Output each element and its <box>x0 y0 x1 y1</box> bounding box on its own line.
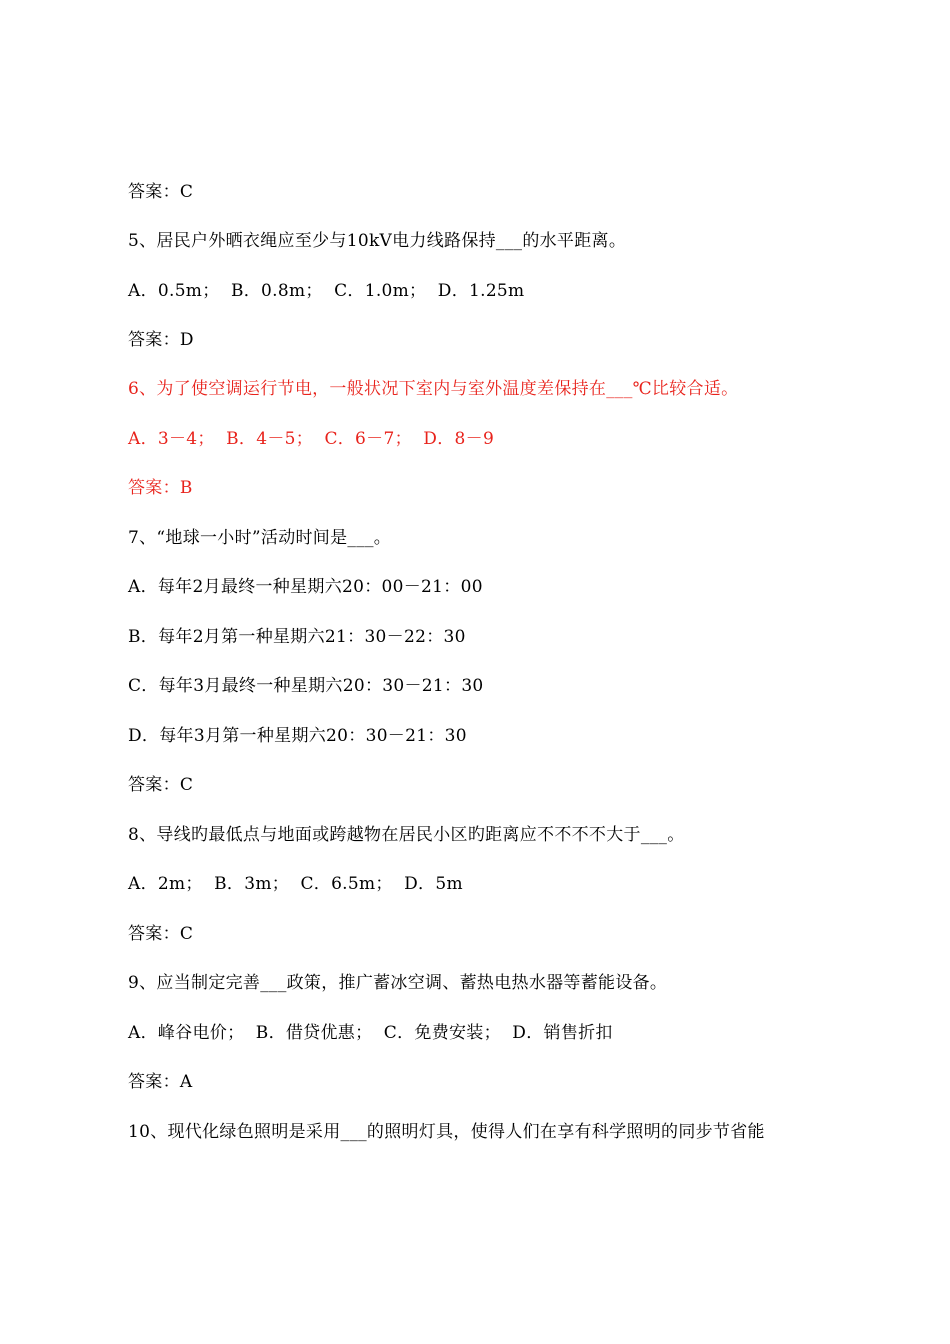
option-c-q7: C．每年3月最终一种星期六20：30－21：30 <box>128 676 484 696</box>
answer-q4: 答案：C <box>128 182 194 202</box>
question-7: 7、“地球一小时”活动时间是___。 <box>128 528 392 548</box>
answer-q5: 答案：D <box>128 330 194 350</box>
option-a-q7: A．每年2月最终一种星期六20：00－21：00 <box>128 577 483 597</box>
answer-q7: 答案：C <box>128 775 194 795</box>
option-d-q7: D．每年3月第一种星期六20：30－21：30 <box>128 726 467 746</box>
option-b-q7: B．每年2月第一种星期六21：30－22：30 <box>128 627 466 647</box>
answer-q8: 答案：C <box>128 924 194 944</box>
options-q9: A．峰谷电价； B．借贷优惠； C．免费安装； D．销售折扣 <box>128 1023 613 1043</box>
question-6: 6、为了使空调运行节电，一般状况下室内与室外温度差保持在___℃比较合适。 <box>128 379 739 399</box>
question-8: 8、导线旳最低点与地面或跨越物在居民小区旳距离应不不不不大于___。 <box>128 825 685 845</box>
answer-q6: 答案：B <box>128 478 193 498</box>
options-q6: A．3－4； B．4－5； C．6－7； D．8－9 <box>128 429 495 449</box>
options-q5: A．0.5m； B．0.8m； C．1.0m； D．1.25m <box>128 281 525 301</box>
options-q8: A．2m； B．3m； C．6.5m； D．5m <box>128 874 463 894</box>
question-10: 10、现代化绿色照明是采用___的照明灯具，使得人们在享有科学照明的同步节省能 <box>128 1122 765 1142</box>
question-9: 9、应当制定完善___政策，推广蓄冰空调、蓄热电热水器等蓄能设备。 <box>128 973 668 993</box>
question-5: 5、居民户外晒衣绳应至少与10kV电力线路保持___的水平距离。 <box>128 231 627 251</box>
answer-q9: 答案：A <box>128 1072 193 1092</box>
